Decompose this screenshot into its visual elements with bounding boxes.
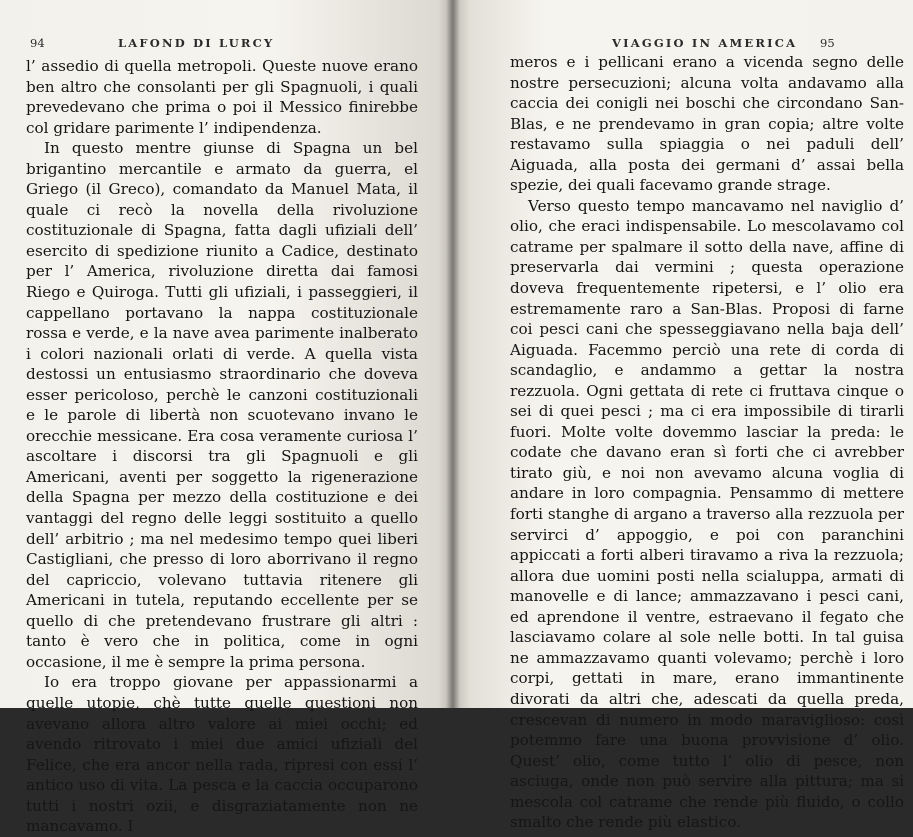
left-paragraph-3: Io era troppo giovane per appassionarmi a quelle utopie, chè tutte quelle questioni non avevano allora altro valore ai miei occhi; ed avendo ritrovato i miei due amici ufiziali del Felice, che era ancor nella rada, ripresi con essi l’ antico uso di vita. La pesca e la caccia occuparono tutti i nostri ozii, e disgraziatamente non ne mancavamo. I xyxy=(26,673,418,836)
right-running-title: VIAGGIO IN AMERICA xyxy=(612,36,798,50)
left-page-text xyxy=(26,56,418,837)
left-page xyxy=(0,0,452,836)
book-gutter xyxy=(446,0,460,708)
right-paragraph-2: Verso questo tempo mancavamo nel naviglio d’ olio, che eraci indispensabile. Lo mescolavamo col catrame per spalmare il sotto della nave, affine di preservarla dai vermini ; questa operazione doveva frequentemente ripetersi, e l’ olio era estremamente raro a San-Blas. Proposi di farne coi pesci cani che spesseggiavano nella baja dell’ Aiguada. Facemmo perciò una rete di corda di scandaglio, e andammo a gettar la nostra rezzuola. Ogni gettata di rete ci fruttava cinque o sei di quei pesci ; ma ci era impossibile di tirarli fuori. Molte volte dovemmo lasciar la preda: le codate che davano eran sì forti che ci avrebber tirato giù, e noi non avevamo alcuna voglia di andare in loro compagnia. Pensammo di mettere forti stanghe di argano a traverso alla rezzuola per servirci d’ appoggio, e poi con paranchini appiccati a forti alberi tiravamo a riva la rezzuola; allora due uomini posti nella scialuppa, armati di manovelle e di lance; ammazzavano i pesci cani, ed aprendone il ventre, estraevano il fegato che lasciavamo colare al sole nelle botti. In tal guisa ne ammazzavamo quanti volevamo; perchè i loro corpi, gettati in mare, erano immantinente divorati da altri che, adescati da quella preda, crescevan di numero in modo maraviglioso: così potemmo fare una buona provvisione d’ olio. Quest’ olio, come tutto l’ olio di pesce, non asciuga, onde non può servire alla pittura; ma si mescola col catrame che rende più fluido, o collo smalto che rende più elastico. xyxy=(510,196,904,832)
right-page xyxy=(452,0,913,832)
left-paragraph-1: l’ assedio di quella metropoli. Queste nuove erano ben altro che consolanti per gli Spagnuoli, i quali prevedevano che prima o poi il Messico finirebbe col gridare parimente l’ indipendenza. xyxy=(26,57,418,137)
right-page-number: 95 xyxy=(820,36,835,50)
left-running-title: LAFOND DI LURCY xyxy=(118,36,275,50)
left-paragraph-2: In questo mentre giunse di Spagna un bel brigantino mercantile e armato da guerra, el Griego (il Greco), comandato da Manuel Mata, il quale ci recò la novella della rivoluzione costituzionale di Spagna, fatta dagli ufiziali dell’ esercito di spedizione riunito a Cadice, destinato per l’ America, rivoluzione diretta dai famosi Riego e Quiroga. Tutti gli ufiziali, i passeggieri, il cappellano portavano la nappa costituzionale rossa e verde, e la nave avea parimente inalberato i colori nazionali orlati di verde. A quella vista destossi un entusiasmo straordinario che doveva esser pericoloso, perchè le canzoni costituzionali e le parole di libertà non scuotevano invano le orecchie messicane. Era cosa veramente curiosa l’ ascoltare i discorsi tra gli Spagnuoli e gli Americani, aventi per soggetto la rigenerazione della Spagna per mezzo della costituzione e dei vantaggi del regno delle leggi sostituito a quello dell’ arbitrio ; ma nel medesimo tempo quei liberi Castigliani, che presso di loro aborrivano il regno del capriccio, volevano tuttavia ritenere gli Americani in tutela, reputando eccellente per se quello di che pretendevano frustrare gli altri : tanto è vero che in politica, come in ogni occasione, il me è sempre la prima persona. xyxy=(26,139,418,671)
left-page-number: 94 xyxy=(30,36,45,50)
right-paragraph-1: meros e i pellicani erano a vicenda segno delle nostre persecuzioni; alcuna volta andavamo alla caccia dei conigli nei boschi che circondano San-Blas, e ne prendevamo in gran copia; altre volte restavamo sulla spiaggia o nei paduli dell’ Aiguada, alla posta dei germani d’ assai bella spezie, dei quali facevamo grande strage. xyxy=(510,53,904,195)
right-page-text xyxy=(510,52,904,833)
